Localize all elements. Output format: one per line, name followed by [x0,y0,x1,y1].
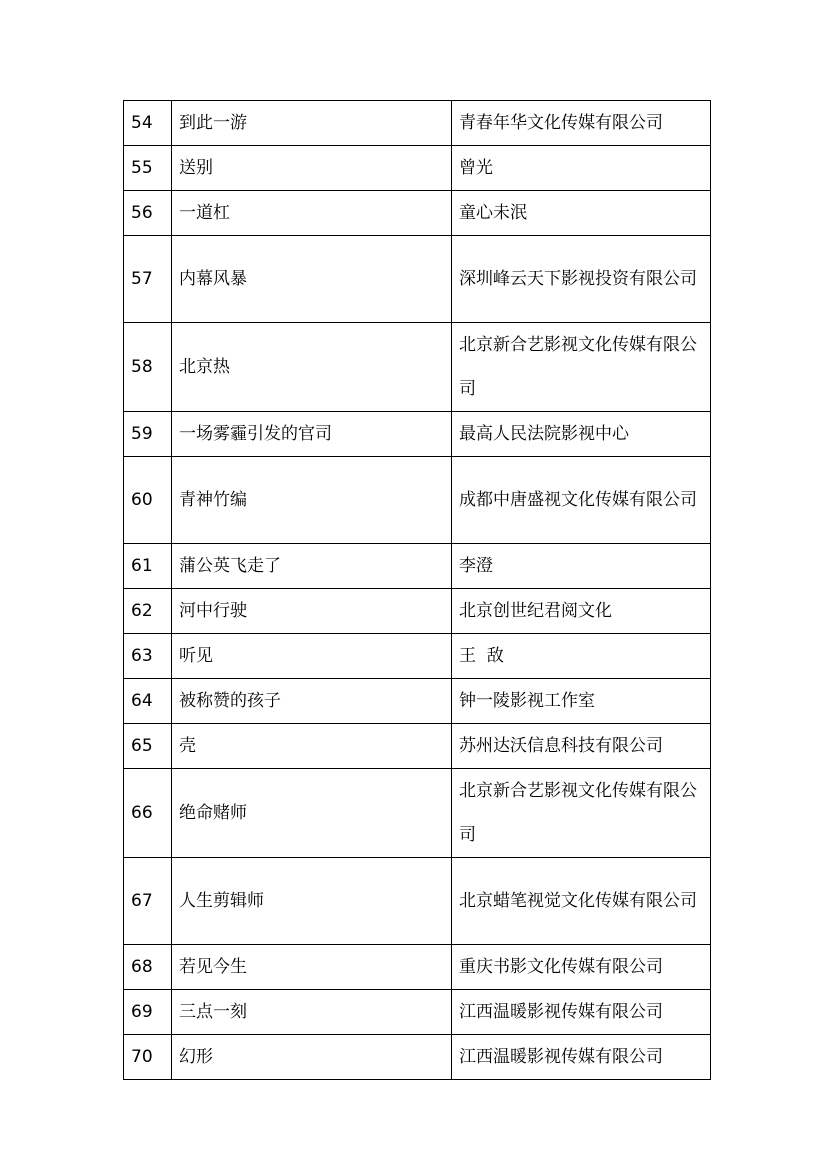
row-number: 67 [124,858,172,945]
table-row [124,990,711,1035]
company-name: 重庆书影文化传媒有限公司 [452,945,711,990]
table-row [124,412,711,457]
row-number: 57 [124,236,172,323]
film-title: 送别 [172,146,452,191]
film-title: 内幕风暴 [172,236,452,323]
row-number: 59 [124,412,172,457]
row-number: 65 [124,724,172,769]
company-name: 北京新合艺影视文化传媒有限公司 [452,769,711,858]
company-name: 苏州达沃信息科技有限公司 [452,724,711,769]
row-number: 55 [124,146,172,191]
table-row [124,724,711,769]
row-number: 54 [124,101,172,146]
film-title: 青神竹编 [172,457,452,544]
company-name: 江西温暖影视传媒有限公司 [452,1035,711,1080]
company-name: 最高人民法院影视中心 [452,412,711,457]
table-row [124,191,711,236]
film-title: 幻形 [172,1035,452,1080]
film-title: 到此一游 [172,101,452,146]
company-name: 深圳峰云天下影视投资有限公司 [452,236,711,323]
film-title: 三点一刻 [172,990,452,1035]
company-name: 童心未泯 [452,191,711,236]
table-row [124,544,711,589]
row-number: 60 [124,457,172,544]
row-number: 62 [124,589,172,634]
film-title: 听见 [172,634,452,679]
company-name: 成都中唐盛视文化传媒有限公司 [452,457,711,544]
company-name: 李澄 [452,544,711,589]
film-title: 一场雾霾引发的官司 [172,412,452,457]
row-number: 69 [124,990,172,1035]
row-number: 63 [124,634,172,679]
film-list-table [123,100,711,1080]
row-number: 64 [124,679,172,724]
table-row [124,679,711,724]
company-name: 江西温暖影视传媒有限公司 [452,990,711,1035]
table-row [124,1035,711,1080]
table-row [124,634,711,679]
row-number: 56 [124,191,172,236]
film-title: 人生剪辑师 [172,858,452,945]
row-number: 68 [124,945,172,990]
company-name: 曾光 [452,146,711,191]
company-name: 北京蜡笔视觉文化传媒有限公司 [452,858,711,945]
row-number: 58 [124,323,172,412]
film-title: 蒲公英飞走了 [172,544,452,589]
company-name: 青春年华文化传媒有限公司 [452,101,711,146]
film-title: 被称赞的孩子 [172,679,452,724]
company-name: 钟一陵影视工作室 [452,679,711,724]
table-row [124,769,711,858]
film-title: 绝命赌师 [172,769,452,858]
row-number: 66 [124,769,172,858]
table-row [124,236,711,323]
film-title: 河中行驶 [172,589,452,634]
table-row [124,146,711,191]
table-row [124,858,711,945]
table-row [124,323,711,412]
film-title: 北京热 [172,323,452,412]
company-name: 北京创世纪君阅文化 [452,589,711,634]
row-number: 70 [124,1035,172,1080]
table-row [124,945,711,990]
film-title: 若见今生 [172,945,452,990]
row-number: 61 [124,544,172,589]
table-row [124,589,711,634]
company-name: 王 敌 [452,634,711,679]
film-title: 壳 [172,724,452,769]
table-row [124,101,711,146]
table-row [124,457,711,544]
film-title: 一道杠 [172,191,452,236]
company-name: 北京新合艺影视文化传媒有限公司 [452,323,711,412]
